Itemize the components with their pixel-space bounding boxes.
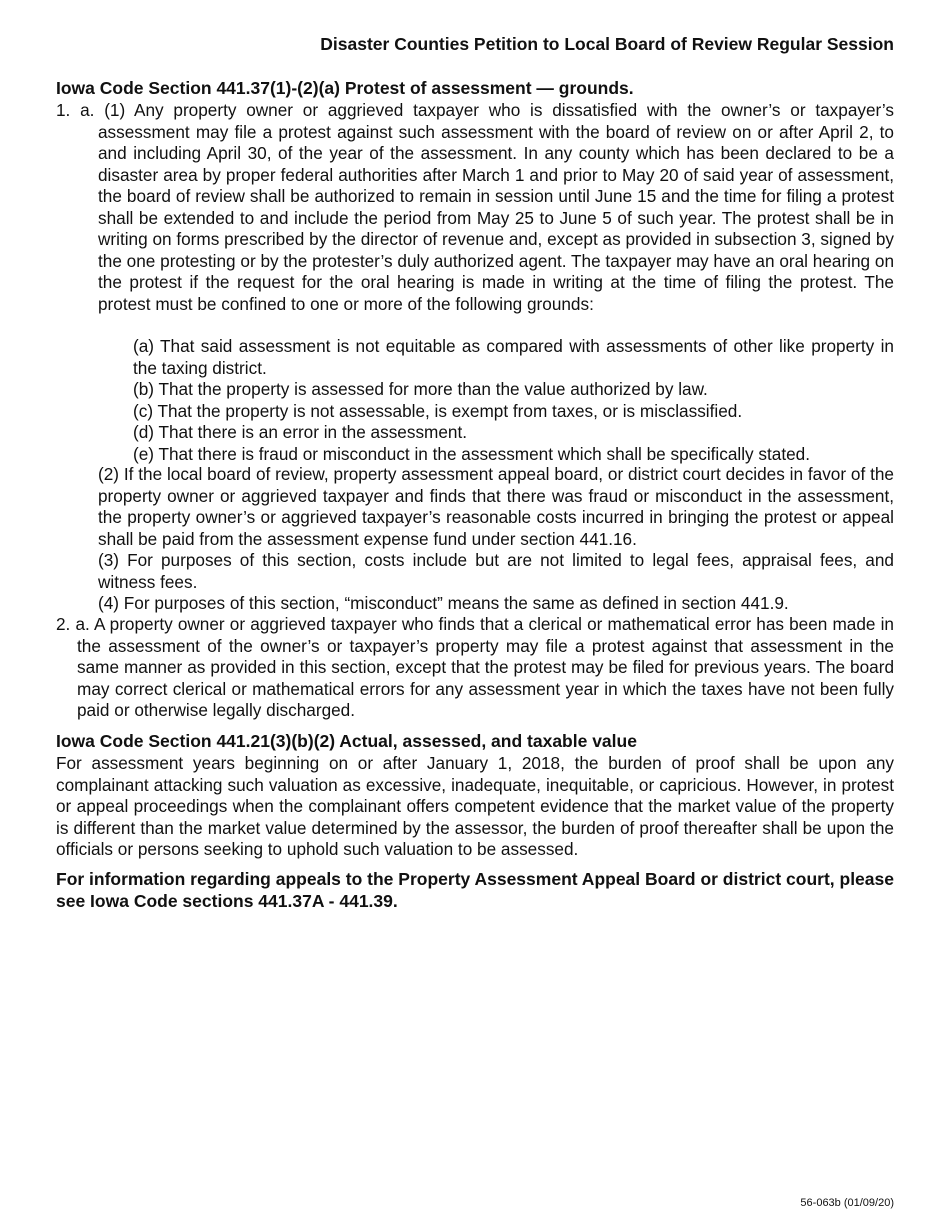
item-1a-label: 1. a. <box>56 100 95 120</box>
item-2a-text: A property owner or aggrieved taxpayer who finds that a clerical or mathematical error has been made in the assessment of the owner’s or taxpayer’s property may file a protest against that assessment in the same manner as provided in this section, except that the protest may be filed for previous years. The board may correct clerical or mathematical errors for any assessment year in which the taxes have not been fully paid or otherwise legally discharged. <box>77 614 894 720</box>
item-2a <box>56 614 894 722</box>
subparagraphs <box>98 464 894 615</box>
item-2a-label: 2. a. <box>56 614 90 634</box>
grounds-list <box>133 336 894 465</box>
item-1a-text: (1) Any property owner or aggrieved taxpayer who is dissatisfied with the owner’s or taxpayer’s assessment may file a protest against such assessment with the board of review on or after April 2, to and including April 30, of the year of the assessment. In any county which has been declared to be a disaster area by proper federal authorities after March 1 and prior to May 20 of said year of assessment, the board of review shall be authorized to remain in session until June 15 and the time for filing a protest shall be extended to and include the period from May 25 to June 5 of such year. The protest shall be in writing on forms prescribed by the director of revenue and, except as provided in subsection 3, signed by the one protesting or by the protester’s duly authorized agent. The taxpayer may have an oral hearing on the protest if the request for the oral hearing is made in writing at the time of filing the protest. The protest must be confined to one or more of the following grounds: <box>98 100 894 314</box>
ground-e: (e) That there is fraud or misconduct in the assessment which shall be specifically stated. <box>133 443 810 464</box>
paragraph-2: (2) If the local board of review, property assessment appeal board, or district court decides in favor of the property owner or aggrieved taxpayer and finds that there was fraud or misconduct in the assessment, the property owner’s or aggrieved taxpayer’s reasonable costs incurred in bringing the protest or appeal shall be paid from the assessment expense fund under section 441.16. <box>98 464 894 549</box>
paragraph-4: (4) For purposes of this section, “misconduct” means the same as defined in section 441.9. <box>98 593 789 613</box>
paragraph-3: (3) For purposes of this section, costs include but are not limited to legal fees, appraisal fees, and witness fees. <box>98 550 894 592</box>
item-1a <box>56 100 894 315</box>
ground-d: (d) That there is an error in the assessment. <box>133 422 468 442</box>
section2-body: For assessment years beginning on or after January 1, 2018, the burden of proof shall be upon any complainant attacking such valuation as excessive, inadequate, inequitable, or capricious. However, in protest or appeal proceedings when the complainant offers competent evidence that the market value of the property is different than the market value determined by the assessor, the burden of proof thereafter shall be upon the officials or persons seeking to uphold such valuation to be assessed. <box>56 753 894 859</box>
info-note: For information regarding appeals to the Property Assessment Appeal Board or district court, please see Iowa Code sections 441.37A - 441.39. <box>56 869 894 911</box>
ground-a: (a) That said assessment is not equitable as compared with assessments of other like property in the taxing district. <box>133 336 894 378</box>
section1-heading: Iowa Code Section 441.37(1)-(2)(a) Protest of assessment — grounds. <box>56 78 634 98</box>
section2-heading: Iowa Code Section 441.21(3)(b)(2) Actual, assessed, and taxable value <box>56 731 637 751</box>
ground-b: (b) That the property is assessed for more than the value authorized by law. <box>133 379 708 399</box>
page-title: Disaster Counties Petition to Local Board of Review Regular Session <box>320 34 894 54</box>
ground-c: (c) That the property is not assessable, is exempt from taxes, or is misclassified. <box>133 400 743 421</box>
form-number: 56-063b (01/09/20) <box>800 1197 894 1209</box>
